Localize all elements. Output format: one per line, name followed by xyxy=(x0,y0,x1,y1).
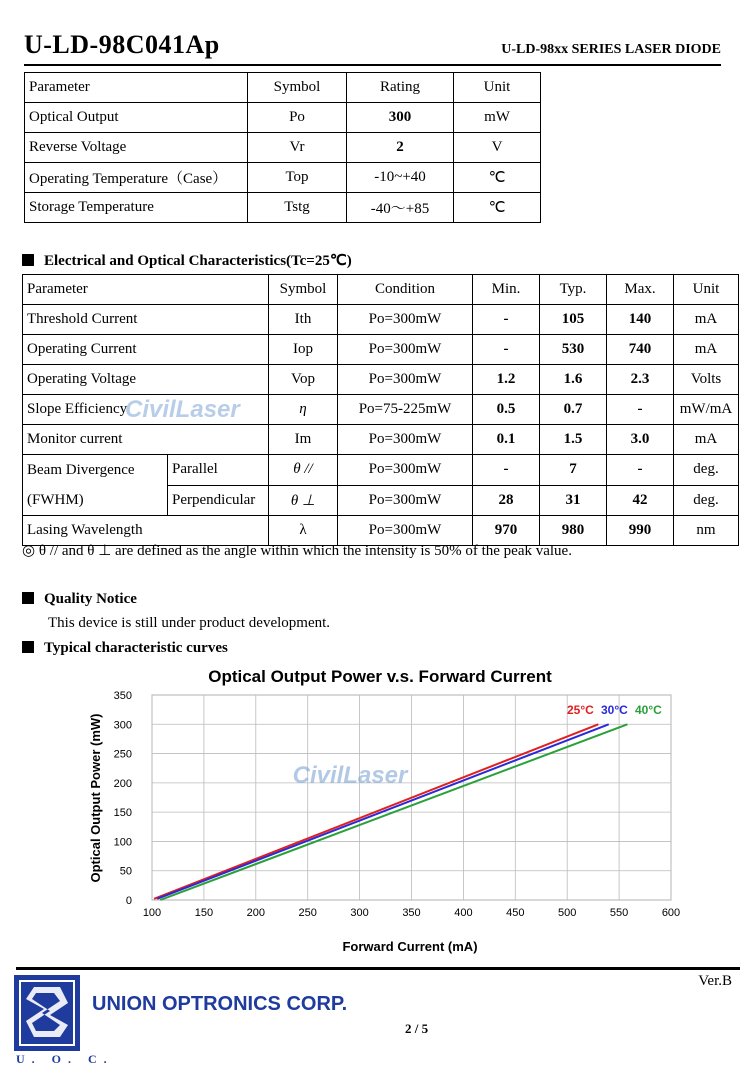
legend-entry: 25°C xyxy=(567,703,594,717)
chart-legend xyxy=(567,703,662,717)
x-tick-label: 200 xyxy=(246,907,265,919)
curves-section-title xyxy=(22,640,228,657)
y-tick-label: 350 xyxy=(113,690,132,702)
x-tick-label: 150 xyxy=(194,907,214,919)
cell: mA xyxy=(674,305,739,335)
y-tick-label: 0 xyxy=(125,895,132,907)
cell: mW xyxy=(454,103,541,133)
footer-rule xyxy=(16,967,740,970)
cell: 1.2 xyxy=(473,365,540,395)
ratings-table xyxy=(24,72,541,223)
cell: 140 xyxy=(607,305,674,335)
y-axis-label: Optical Output Power (mW) xyxy=(88,713,103,883)
ratings-header-row xyxy=(25,73,541,103)
x-tick-label: 550 xyxy=(609,907,629,919)
x-tick-label: 250 xyxy=(298,907,317,919)
cell: 300 xyxy=(347,103,454,133)
cell: Iop xyxy=(269,335,338,365)
table-row xyxy=(23,425,739,455)
table-row xyxy=(23,365,739,395)
x-axis-label: Forward Current (mA) xyxy=(342,939,478,954)
cell: η xyxy=(269,395,338,425)
cell: 1.6 xyxy=(540,365,607,395)
cell: Optical Output xyxy=(25,103,248,133)
cell: Po=300mW xyxy=(338,455,473,486)
cell: Po=75-225mW xyxy=(338,395,473,425)
cell: 0.7 xyxy=(540,395,607,425)
cell: 105 xyxy=(540,305,607,335)
cell: - xyxy=(473,335,540,365)
cell: Top xyxy=(248,163,347,193)
cell: Storage Temperature xyxy=(25,193,248,223)
cell: Po xyxy=(248,103,347,133)
cell: - xyxy=(607,455,674,486)
beam-label-line1: Beam Divergence xyxy=(27,462,135,478)
quality-title-text: Quality Notice xyxy=(44,591,137,607)
cell: Vop xyxy=(269,365,338,395)
header-cell: Unit xyxy=(674,275,739,305)
cell: - xyxy=(473,305,540,335)
cell: θ // xyxy=(269,455,338,486)
table-row xyxy=(25,133,541,163)
logo-text: U. O. C. xyxy=(16,1052,114,1066)
header-cell: Max. xyxy=(607,275,674,305)
beam-divergence-label xyxy=(23,455,168,516)
header-cell: Symbol xyxy=(248,73,347,103)
cell: 530 xyxy=(540,335,607,365)
electrical-title-text: Electrical and Optical Characteristics(Tc=25℃) xyxy=(44,253,352,269)
table-row xyxy=(23,335,739,365)
cell: Operating Current xyxy=(23,335,269,365)
cell: Po=300mW xyxy=(338,425,473,455)
quality-section-title xyxy=(22,591,137,608)
table-row xyxy=(25,163,541,193)
page-number: 2 / 5 xyxy=(405,1021,429,1036)
table-row xyxy=(23,305,739,335)
y-tick-label: 300 xyxy=(113,719,132,732)
cell: deg. xyxy=(674,485,739,516)
header-cell: Parameter xyxy=(25,73,248,103)
cell: 970 xyxy=(473,516,540,546)
beam-label-line2: (FWHM) xyxy=(27,492,84,508)
cell: 3.0 xyxy=(607,425,674,455)
legend-entry: 30°C xyxy=(601,703,628,717)
cell: Po=300mW xyxy=(338,305,473,335)
cell: 42 xyxy=(607,485,674,516)
x-tick-label: 300 xyxy=(350,907,369,919)
cell: Volts xyxy=(674,365,739,395)
square-bullet-icon xyxy=(22,254,34,266)
chart-title: Optical Output Power v.s. Forward Current xyxy=(208,667,552,686)
cell: Lasing Wavelength xyxy=(23,516,269,546)
cell: Im xyxy=(269,425,338,455)
table-row xyxy=(25,103,541,133)
cell: Po=300mW xyxy=(338,485,473,516)
cell: mA xyxy=(674,335,739,365)
cell: Perpendicular xyxy=(168,485,269,516)
cell: 7 xyxy=(540,455,607,486)
cell: ℃ xyxy=(454,163,541,193)
y-tick-label: 150 xyxy=(113,807,132,820)
y-tick-label: 200 xyxy=(113,777,132,790)
watermark: CivilLaser xyxy=(125,396,240,423)
cell: Tstg xyxy=(248,193,347,223)
x-tick-label: 450 xyxy=(506,907,525,919)
cell: V xyxy=(454,133,541,163)
cell: Operating Temperature（Case） xyxy=(25,163,248,193)
table-row xyxy=(23,455,739,486)
cell: 740 xyxy=(607,335,674,365)
cell: Monitor current xyxy=(23,425,269,455)
electrical-header-row xyxy=(23,275,739,305)
series-title: U-LD-98xx SERIES LASER DIODE xyxy=(501,42,721,57)
version-label: Ver.B xyxy=(698,973,732,989)
cell: mW/mA xyxy=(674,395,739,425)
cell: mA xyxy=(674,425,739,455)
cell: Reverse Voltage xyxy=(25,133,248,163)
header-cell: Min. xyxy=(473,275,540,305)
cell: Ith xyxy=(269,305,338,335)
cell: -10~+40 xyxy=(347,163,454,193)
cell: 0.1 xyxy=(473,425,540,455)
cell: 2.3 xyxy=(607,365,674,395)
x-tick-label: 500 xyxy=(558,907,577,919)
header-cell: Unit xyxy=(454,73,541,103)
header-cell: Rating xyxy=(347,73,454,103)
cell: 0.5 xyxy=(473,395,540,425)
table-row xyxy=(25,193,541,223)
y-tick-label: 100 xyxy=(113,836,132,849)
cell: 980 xyxy=(540,516,607,546)
square-bullet-icon xyxy=(22,592,34,604)
part-number: U-LD-98C041Ap xyxy=(24,30,220,59)
cell: θ ⊥ xyxy=(269,485,338,516)
cell: nm xyxy=(674,516,739,546)
x-tick-label: 600 xyxy=(661,907,681,919)
cell: 990 xyxy=(607,516,674,546)
cell: Operating Voltage xyxy=(23,365,269,395)
x-tick-label: 400 xyxy=(454,907,473,919)
cell: Po=300mW xyxy=(338,516,473,546)
cell: 31 xyxy=(540,485,607,516)
x-tick-label: 100 xyxy=(142,907,162,919)
square-bullet-icon xyxy=(22,641,34,653)
header-rule xyxy=(24,64,721,66)
cell: - xyxy=(473,455,540,486)
header-cell: Symbol xyxy=(269,275,338,305)
power-current-chart xyxy=(60,660,700,960)
y-tick-label: 50 xyxy=(119,865,132,878)
cell: Slope Efficiency xyxy=(23,395,269,425)
series-line-25C xyxy=(154,724,598,899)
header-cell: Condition xyxy=(338,275,473,305)
cell: Parallel xyxy=(168,455,269,486)
cell: deg. xyxy=(674,455,739,486)
legend-entry: 40°C xyxy=(635,703,662,717)
electrical-section-title xyxy=(22,251,352,270)
cell: Po=300mW xyxy=(338,365,473,395)
cell: Vr xyxy=(248,133,347,163)
cell: λ xyxy=(269,516,338,546)
cell: -40～+85 xyxy=(347,193,454,223)
curves-title-text: Typical characteristic curves xyxy=(44,640,228,656)
cell: ℃ xyxy=(454,193,541,223)
quality-notice-text: This device is still under product development. xyxy=(48,615,331,631)
cell: 2 xyxy=(347,133,454,163)
uoc-logo-icon xyxy=(14,975,80,1051)
y-tick-label: 250 xyxy=(113,748,132,761)
cell: 1.5 xyxy=(540,425,607,455)
series-line-30C xyxy=(157,724,609,899)
x-tick-label: 350 xyxy=(402,907,421,919)
header-cell: Typ. xyxy=(540,275,607,305)
cell: Threshold Current xyxy=(23,305,269,335)
chart-watermark: CivilLaser xyxy=(292,762,408,789)
cell: - xyxy=(607,395,674,425)
cell: 28 xyxy=(473,485,540,516)
header-cell: Parameter xyxy=(23,275,269,305)
company-name: UNION OPTRONICS CORP. xyxy=(92,993,348,1015)
cell: Po=300mW xyxy=(338,335,473,365)
footnote: ◎ θ // and θ ⊥ are defined as the angle within which the intensity is 50% of the peak value. xyxy=(22,543,572,559)
